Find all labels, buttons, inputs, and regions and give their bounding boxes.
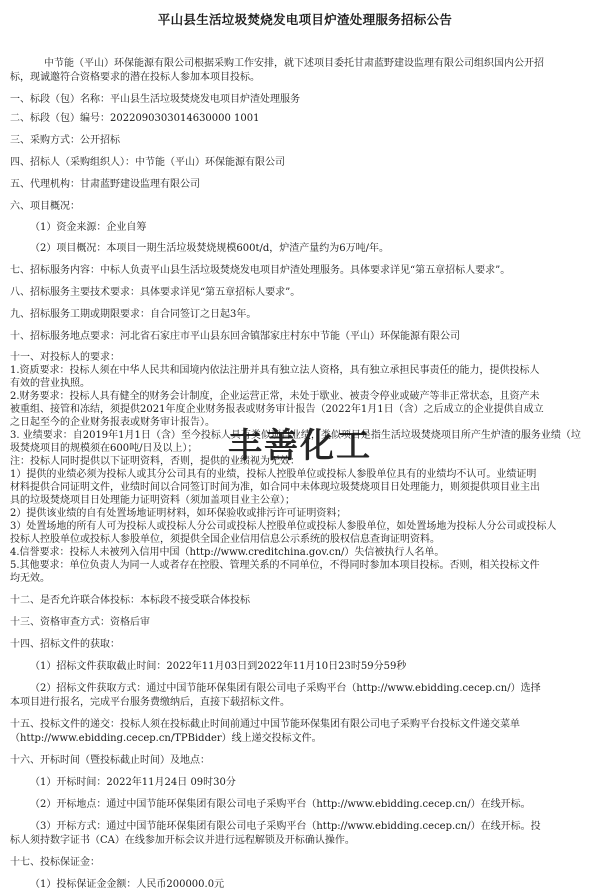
requirement-line: 注：投标人同时提供以下证明资料，否则，提供的业绩视为无效： — [10, 456, 300, 467]
intro-line-2: 标，现诚邀符合资格要求的潜在投标人参加本项目投标。 — [10, 72, 260, 83]
requirement-line: 2）提供该业绩的自有处置场地证明材料，如环保验收或排污许可证明资料； — [10, 508, 347, 519]
section-9: 九、招标服务工期或期限要求：自合同签订之日起3年。 — [10, 309, 257, 320]
section-16: 十六、开标时间（暨投标截止时间）及地点： — [10, 755, 210, 766]
section-17: 十七、投标保证金： — [10, 857, 100, 868]
section-14-method-cont: 本项目进行报名，完成平台服务费缴纳后，直接下载招标文件。 — [10, 697, 290, 708]
section-16-place: （2）开标地点：通过中国节能环保集团有限公司电子采购平台（http://www.ebidding.cecep.cn/）在线开标。 — [30, 799, 531, 810]
section-2: 二、标段（包）编号：2022090303014630000 1001 — [10, 113, 260, 124]
section-15-cont: （http://www.ebidding.cecep.cn/TPBidder）线上递交投标文件。 — [10, 733, 322, 744]
requirement-line: 材料提供合同证明文件，业绩时间以合同签订时间为准，如合同中未体现垃圾焚烧项目日处理能力，则须提供项目业主出 — [10, 482, 540, 493]
requirement-line: 1）提供的业绩必须为投标人或其分公司具有的业绩，投标人控股单位或投标人参股单位具有的业绩均不认可。业绩证明 — [10, 469, 537, 480]
section-14-deadline: （1）招标文件获取截止时间：2022年11月03日到2022年11月10日23时59分59秒 — [30, 661, 407, 672]
section-16-time: （1）开标时间：2022年11月24日 09时30分 — [30, 777, 236, 788]
section-5: 五、代理机构：甘肃蓝野建设监理有限公司 — [10, 179, 200, 190]
page-title: 平山县生活垃圾焚烧发电项目炉渣处理服务招标公告 — [157, 12, 453, 27]
section-6-overview: （2）项目概况：本项目一期生活垃圾焚烧规模600t/d，炉渣产量约为6万吨/年。 — [30, 243, 389, 254]
requirement-line: 4.信誉要求：投标人未被列入信用中国（http://www.creditchina.gov.cn/）失信被执行人名单。 — [10, 547, 445, 558]
section-8: 八、招标服务主要技术要求：具体要求详见“第五章招标人要求”。 — [10, 287, 301, 298]
section-17-amount: （1）投标保证金金额：人民币200000.0元 — [30, 879, 225, 890]
section-3: 三、采购方式：公开招标 — [10, 135, 120, 146]
section-1: 一、标段（包）名称：平山县生活垃圾焚烧发电项目炉渣处理服务 — [10, 94, 300, 105]
section-7: 七、招标服务内容：中标人负责平山县生活垃圾焚烧发电项目炉渣处理服务。具体要求详见“第五章招标人要求”。 — [10, 265, 511, 276]
section-13: 十三、资格审查方式：资格后审 — [10, 617, 150, 628]
intro-line-1: 中节能（平山）环保能源有限公司根据采购工作安排，就下述项目委托甘肃蓝野建设监理有限公司组织国内公开招 — [44, 58, 544, 69]
watermark: 丰善化工 — [228, 426, 372, 466]
requirement-line: 之日起至今的企业财务报表或财务审计报告）。 — [10, 417, 215, 428]
section-4: 四、招标人（采购组织人）：中节能（平山）环保能源有限公司 — [10, 157, 285, 168]
section-16-method: （3）开标方式：通过中国节能环保集团有限公司电子采购平台（http://www.ebidding.cecep.cn/）在线开标。投 — [30, 821, 541, 832]
section-16-method-cont: 标人须持数字证书（CA）在线参加开标会议并进行远程解锁及开标确认操作。 — [10, 835, 355, 846]
requirement-line: 具的垃圾焚烧项目日处理能力证明资料（须加盖项目业主公章）； — [10, 495, 295, 506]
requirement-line: 3）处置场地的所有人可为投标人或投标人分公司或投标人控股单位或投标人参股单位，如处置场地为投标人分公司或投标人 — [10, 521, 557, 532]
section-12: 十二、是否允许联合体投标：本标段不接受联合体投标 — [10, 595, 250, 606]
requirement-line: 5.其他要求：单位负责人为同一人或者存在控股、管理关系的不同单位，不得同时参加本项目投标。否则，相关投标文件 — [10, 560, 540, 571]
section-6-funding: （1）资金来源：企业自筹 — [30, 222, 147, 233]
section-14-method: （2）招标文件获取方式：通过中国节能环保集团有限公司电子采购平台（http://www.ebidding.cecep.cn/）选择 — [30, 683, 541, 694]
section-15: 十五、投标文件的递交：投标人须在投标截止时间前通过中国节能环保集团有限公司电子采购平台投标文件递交菜单 — [10, 719, 520, 730]
requirement-line: 1.资质要求：投标人须在中华人民共和国境内依法注册并具有独立法人资格，具有独立承担民事责任的能力，提供投标人 — [10, 365, 540, 376]
requirement-line: 圾焚烧项目的规模须在600吨/日及以上）； — [10, 443, 198, 454]
requirement-line: 3. 业绩要求：自2019年1月1日（含）至今投标人具有类似项目业绩，类似项目是指生活垃圾焚烧项目所产生炉渣的服务业绩（垃 — [10, 430, 581, 441]
requirement-line: 均无效。 — [10, 573, 50, 584]
section-6: 六、项目概况： — [10, 201, 80, 212]
section-10: 十、招标服务地点要求：河北省石家庄市平山县东回舍镇郜家庄村东中节能（平山）环保能源有限公司 — [10, 331, 460, 342]
requirement-line: 投标人控股单位或投标人参股单位，须提供全国企业信用信息公示系统的股权信息查询证明资料。 — [10, 534, 440, 545]
requirement-line: 被重组、接管和冻结，须提供2021年度企业财务报表或财务审计报告（2022年1月1日（含）之后成立的企业提供自成立 — [10, 404, 544, 415]
section-14: 十四、招标文件的获取： — [10, 639, 120, 650]
requirement-line: 2.财务要求：投标人具有健全的财务会计制度，企业运营正常，未处于歇业、被责令停业或破产等非正常状态，且资产未 — [10, 391, 540, 402]
section-11: 十一、对投标人的要求： — [10, 352, 120, 363]
requirement-line: 有效的营业执照。 — [10, 378, 90, 389]
